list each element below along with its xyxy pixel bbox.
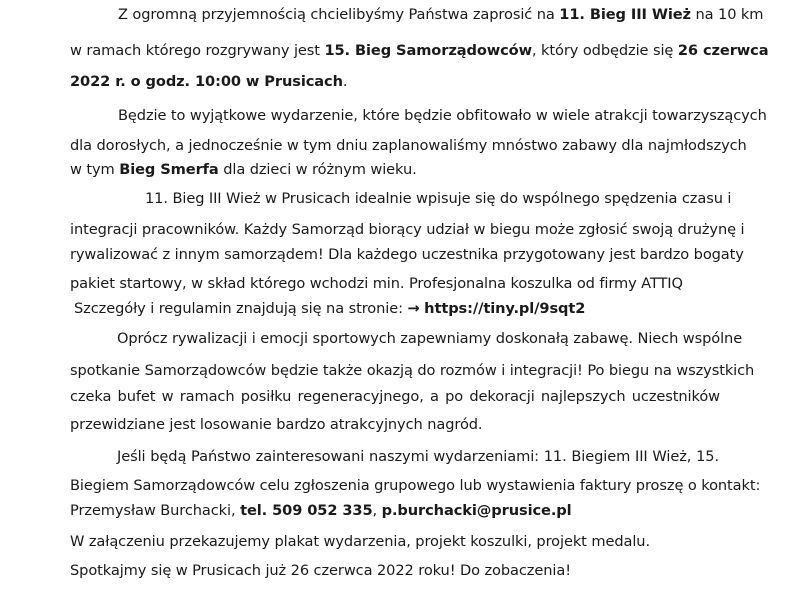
contact-email[interactable]: p.burchacki@prusice.pl [381,502,572,519]
text: Z ogromną przyjemnością chcielibyśmy Państwa zaprosić na [118,6,560,23]
text: w ramach którego rozgrywany jest [70,42,325,59]
text: W załączeniu przekazujemy plakat wydarzenia, projekt koszulki, projekt medalu. [70,533,650,550]
text: integracji pracowników. Każdy Samorząd biorący udział w biegu może zgłosić swoją drużynę i [70,221,745,238]
text: . [342,73,348,90]
arrow-right-icon: → [407,300,420,317]
integration-line-3 [70,245,744,265]
kids-run-name: Bieg Smerfa [119,161,219,178]
invitation-line-3 [70,72,722,92]
text: , [372,502,382,519]
attractions-line-1 [118,106,767,126]
text: , który odbędzie się [531,42,678,59]
attractions-line-2 [70,136,747,156]
text: Oprócz rywalizacji i emocji sportowych zapewniamy doskonałą zabawę. Niech wspólne [117,330,743,347]
contact-phone[interactable]: tel. 509 052 335 [240,502,373,519]
regulations-link[interactable]: https://tiny.pl/9sqt2 [424,300,586,317]
contact-line-1 [117,447,719,467]
event-name: 15. Bieg Samorządowców [324,42,532,59]
fun-line-3 [70,387,720,407]
contact-person: Przemysław Burchacki, [70,502,241,519]
text: Biegiem Samorządowców celu zgłoszenia grupowego lub wystawienia faktury proszę o kontakt: [70,477,761,494]
attractions-line-3 [70,160,722,180]
details-label: Szczegóły i regulamin znajdują się na stronie: [74,300,408,317]
text: dla dzieci w różnym wieku. [218,161,417,178]
text: dla dorosłych, a jednocześnie w tym dniu zaplanowaliśmy mnóstwo zabawy dla najmłodszych [70,137,747,154]
text: na 10 km [690,6,764,23]
integration-line-2 [70,220,745,240]
text: rywalizować z innym samorządem! Dla każdego uczestnika przygotowany jest bardzo bogaty [70,246,744,263]
fun-line-4 [70,415,722,435]
text: spotkanie Samorządowców będzie także okazją do rozmów i integracji! Po biegu na wszystkich [70,362,755,379]
attachments-line [70,532,722,552]
contact-line-3 [70,501,722,521]
event-name: 11. Bieg III Wież [559,6,691,23]
text: pakiet startowy, w skład którego wchodzi min. Profesjonalna koszulka od firmy ATTIQ [70,275,683,292]
invitation-line-2 [70,41,769,61]
closing-line [70,561,722,581]
text: Jeśli będą Państwo zainteresowani naszymi wydarzeniami: 11. Biegiem III Wież, 15. [117,448,719,465]
fun-line-1 [117,329,743,349]
text: przewidziane jest losowanie bardzo atrakcyjnych nagród. [70,416,483,433]
integration-line-1 [145,189,732,209]
details-line [74,299,726,319]
event-date-place: 2022 r. o godz. 10:00 w Prusicach [70,73,343,90]
invitation-line-1 [118,5,764,25]
fun-line-2 [70,361,755,381]
text: czeka bufet w ramach posiłku regeneracyjnego, a po dekoracji najlepszych uczestników [70,388,720,405]
text: Spotkajmy się w Prusicach już 26 czerwca 2022 roku! Do zobaczenia! [70,562,571,579]
text: Będzie to wyjątkowe wydarzenie, które będzie obfitowało w wiele atrakcji towarzyszących [118,107,767,124]
text: w tym [70,161,120,178]
contact-line-2 [70,476,761,496]
integration-line-4 [70,274,722,294]
event-date: 26 czerwca [677,42,769,59]
text: 11. Bieg III Wież w Prusicach idealnie wpisuje się do wspólnego spędzenia czasu i [145,190,732,207]
